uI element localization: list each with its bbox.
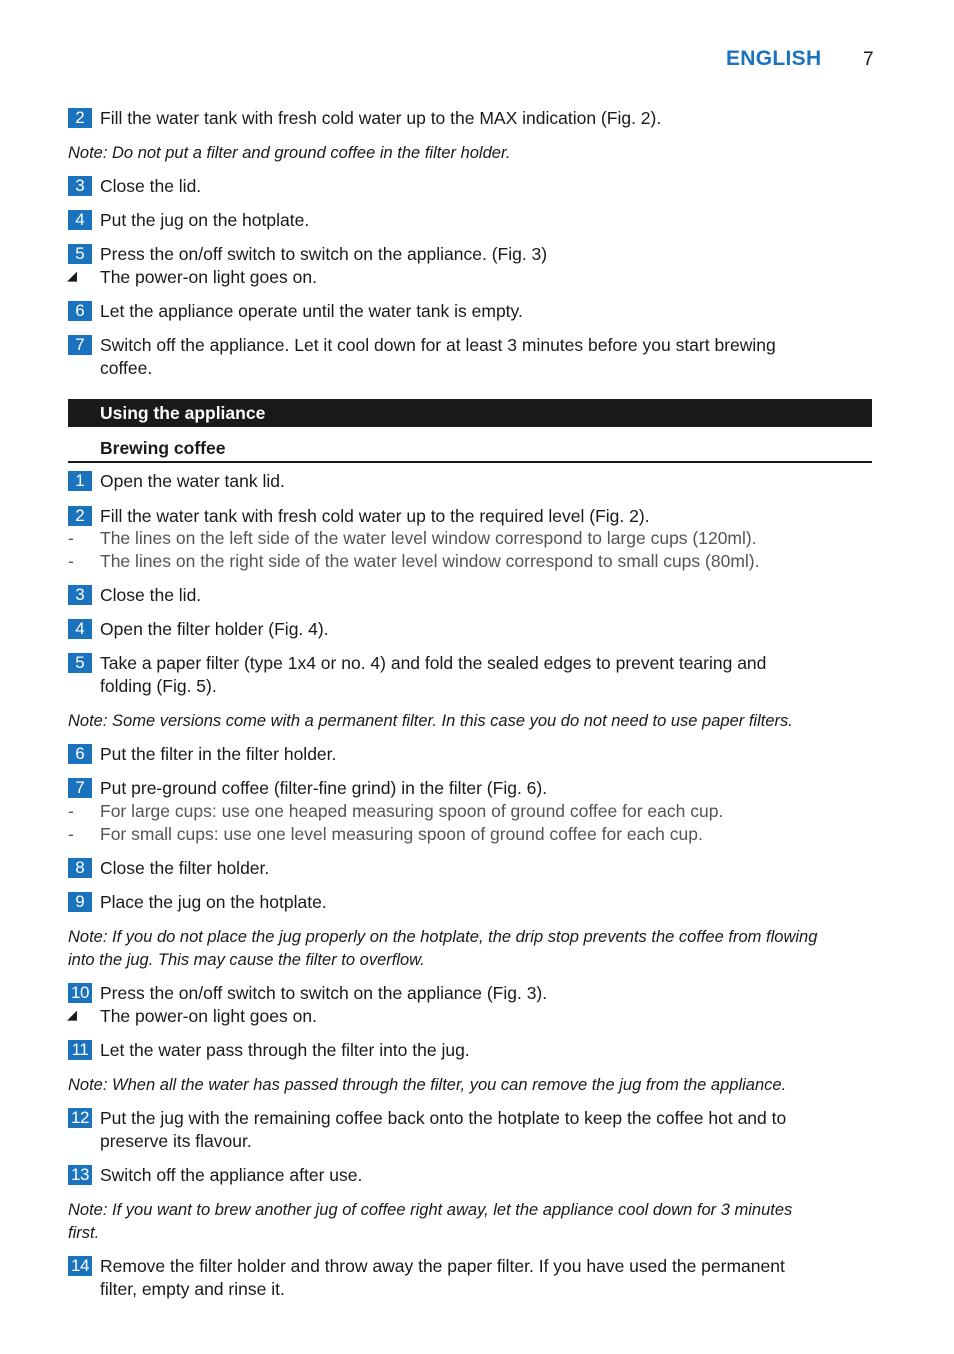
step-text: Close the lid. <box>100 176 202 196</box>
step-text: Fill the water tank with fresh cold water up to the MAX indication (Fig. 2). <box>100 108 662 128</box>
step-number: 5 <box>68 244 92 264</box>
step-number: 2 <box>68 108 92 128</box>
step-number: 6 <box>68 744 92 764</box>
step-text-continued: folding (Fig. 5). <box>100 676 217 696</box>
step-number: 13 <box>68 1165 92 1185</box>
step-text: Put the jug with the remaining coffee back onto the hotplate to keep the coffee hot and to <box>100 1108 787 1128</box>
step-number: 9 <box>68 892 92 912</box>
step-text: Press the on/off switch to switch on the appliance (Fig. 3). <box>100 983 548 1003</box>
section-title: Using the appliance <box>100 403 266 423</box>
note-text: Note: Some versions come with a permanent filter. In this case you do not need to use paper filters. <box>68 712 793 730</box>
step-text: Switch off the appliance. Let it cool down for at least 3 minutes before you start brewing <box>100 335 776 355</box>
step-number: 12 <box>68 1108 92 1128</box>
step-number: 3 <box>68 176 92 196</box>
step-number: 3 <box>68 585 92 605</box>
step-text-continued: preserve its flavour. <box>100 1131 252 1151</box>
step-text: Let the appliance operate until the water tank is empty. <box>100 301 523 321</box>
dash-marker: - <box>68 528 74 548</box>
note-text-continued: first. <box>68 1224 100 1242</box>
note-text: Note: Do not put a filter and ground coffee in the filter holder. <box>68 144 511 162</box>
sub-item-text: For small cups: use one level measuring spoon of ground coffee for each cup. <box>100 824 703 844</box>
result-text: The power-on light goes on. <box>100 1006 317 1026</box>
note-text: Note: When all the water has passed through the filter, you can remove the jug from the appliance. <box>68 1076 787 1094</box>
step-number: 8 <box>68 858 92 878</box>
dash-marker: - <box>68 551 74 571</box>
step-text-continued: coffee. <box>100 358 153 378</box>
step-number: 4 <box>68 210 92 230</box>
step-text: Fill the water tank with fresh cold water up to the required level (Fig. 2). <box>100 506 650 526</box>
step-text: Remove the filter holder and throw away the paper filter. If you have used the permanent <box>100 1256 785 1276</box>
step-text: Open the filter holder (Fig. 4). <box>100 619 329 639</box>
step-text: Put the filter in the filter holder. <box>100 744 337 764</box>
step-number: 2 <box>68 506 92 526</box>
step-number: 11 <box>68 1040 92 1060</box>
step-text: Place the jug on the hotplate. <box>100 892 327 912</box>
step-text: Switch off the appliance after use. <box>100 1165 363 1185</box>
sub-item-text: The lines on the right side of the water level window correspond to small cups (80ml). <box>100 551 760 571</box>
sub-item-text: For large cups: use one heaped measuring spoon of ground coffee for each cup. <box>100 801 724 821</box>
result-arrow-icon: ◢ <box>67 1007 77 1022</box>
result-arrow-icon: ◢ <box>67 268 77 283</box>
step-text: Close the filter holder. <box>100 858 270 878</box>
dash-marker: - <box>68 801 74 821</box>
step-text: Take a paper filter (type 1x4 or no. 4) and fold the sealed edges to prevent tearing and <box>100 653 767 673</box>
step-text: Press the on/off switch to switch on the appliance. (Fig. 3) <box>100 244 548 264</box>
step-text: Open the water tank lid. <box>100 471 285 491</box>
note-text: Note: If you want to brew another jug of coffee right away, let the appliance cool down for 3 minutes <box>68 1201 793 1219</box>
dash-marker: - <box>68 824 74 844</box>
step-text-continued: filter, empty and rinse it. <box>100 1279 285 1299</box>
step-number: 7 <box>68 335 92 355</box>
step-number: 4 <box>68 619 92 639</box>
step-text: Close the lid. <box>100 585 202 605</box>
step-text: Put the jug on the hotplate. <box>100 210 310 230</box>
subsection-rule <box>68 461 872 463</box>
step-text: Put pre-ground coffee (filter-fine grind) in the filter (Fig. 6). <box>100 778 548 798</box>
subsection-title: Brewing coffee <box>100 438 226 458</box>
note-text: Note: If you do not place the jug properly on the hotplate, the drip stop prevents the coffee from flowing <box>68 928 818 946</box>
sub-item-text: The lines on the left side of the water level window correspond to large cups (120ml). <box>100 528 757 548</box>
note-text-continued: into the jug. This may cause the filter to overflow. <box>68 951 425 969</box>
step-number: 6 <box>68 301 92 321</box>
page-number: 7 <box>863 49 874 70</box>
result-text: The power-on light goes on. <box>100 267 317 287</box>
step-number: 10 <box>68 983 92 1003</box>
step-number: 7 <box>68 778 92 798</box>
step-number: 5 <box>68 653 92 673</box>
language-label: ENGLISH <box>726 47 822 70</box>
step-number: 14 <box>68 1256 92 1276</box>
step-number: 1 <box>68 471 92 491</box>
step-text: Let the water pass through the filter into the jug. <box>100 1040 470 1060</box>
